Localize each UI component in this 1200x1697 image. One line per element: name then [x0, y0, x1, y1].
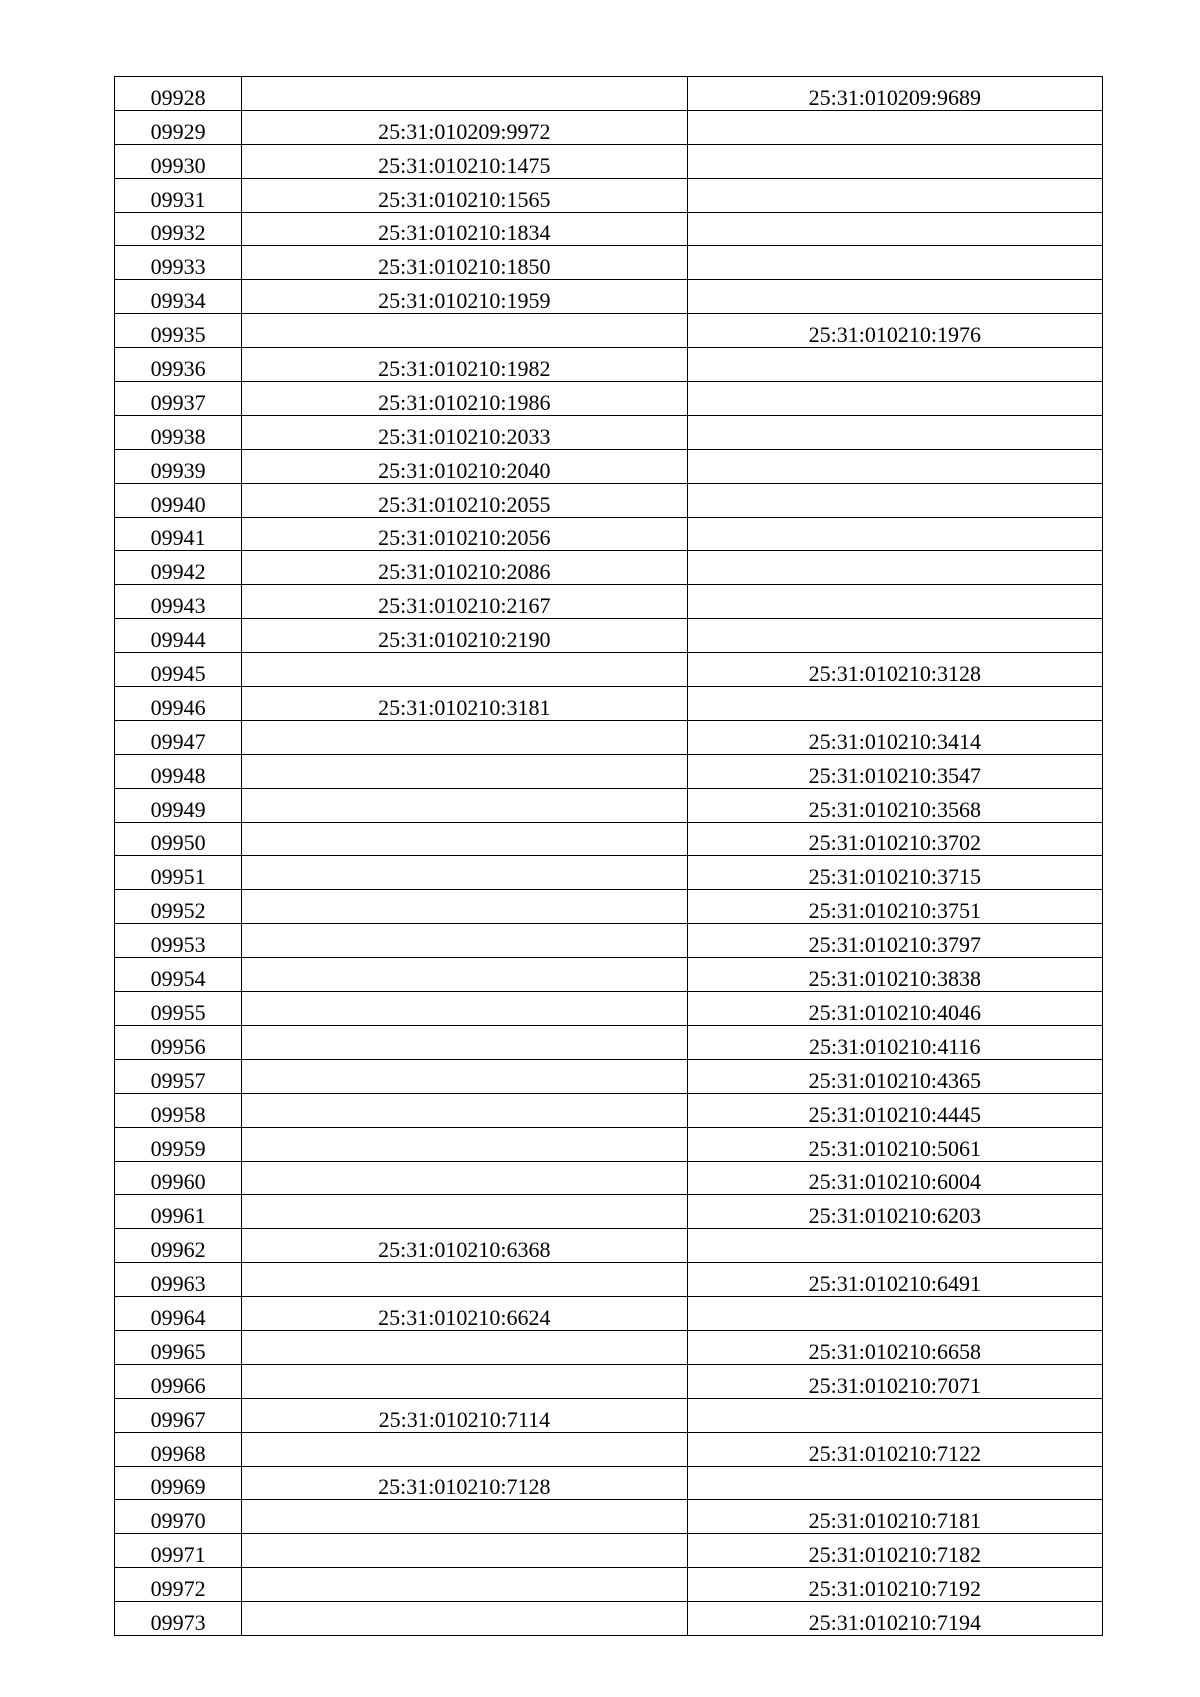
- row-number-cell: [115, 856, 242, 890]
- cadastral-number-cell-b: [687, 1127, 1102, 1161]
- table-row: [115, 890, 1103, 924]
- cadastral-number-cell-b: [687, 822, 1102, 856]
- table-row: [115, 1466, 1103, 1500]
- cadastral-number-cell-b-text: 25:31:010210:3715: [808, 864, 981, 890]
- row-number-cell: [115, 246, 242, 280]
- row-number-cell-text: 09943: [150, 593, 206, 619]
- row-number-cell: [115, 415, 242, 449]
- cadastral-number-cell-a: [242, 1466, 687, 1500]
- cadastral-number-cell-b: [687, 1568, 1102, 1602]
- table-row: [115, 1330, 1103, 1364]
- table-row: [115, 77, 1103, 111]
- cadastral-number-cell-a: [242, 1432, 687, 1466]
- row-number-cell: [115, 551, 242, 585]
- cadastral-number-cell-b: [687, 1500, 1102, 1534]
- cadastral-number-cell-a: [242, 788, 687, 822]
- cadastral-number-cell-b: [687, 1466, 1102, 1500]
- row-number-cell-text: 09941: [150, 525, 206, 551]
- row-number-cell-text: 09939: [150, 457, 206, 483]
- table-row: [115, 178, 1103, 212]
- cadastral-number-cell-a-text: 25:31:010210:2167: [378, 593, 551, 619]
- row-number-cell: [115, 1466, 242, 1500]
- table-row: [115, 348, 1103, 382]
- cadastral-number-cell-b: [687, 619, 1102, 653]
- cadastral-number-cell-a: [242, 992, 687, 1026]
- row-number-cell-text: 09972: [150, 1576, 206, 1602]
- cadastral-number-cell-b-text: 25:31:010210:3751: [808, 898, 981, 924]
- row-number-cell-text: 09945: [150, 661, 206, 687]
- cadastral-number-cell-a-text: 25:31:010210:1475: [378, 152, 551, 178]
- table-row: [115, 720, 1103, 754]
- cadastral-number-cell-a: [242, 653, 687, 687]
- cadastral-number-cell-b: [687, 1161, 1102, 1195]
- row-number-cell-text: 09971: [150, 1542, 206, 1568]
- cadastral-number-cell-a: [242, 551, 687, 585]
- cadastral-number-cell-a: [242, 1195, 687, 1229]
- cadastral-number-cell-a: [242, 1093, 687, 1127]
- cadastral-number-cell-b: [687, 212, 1102, 246]
- table-row: [115, 110, 1103, 144]
- row-number-cell: [115, 1432, 242, 1466]
- table-row: [115, 653, 1103, 687]
- cadastral-number-cell-a: [242, 1127, 687, 1161]
- cadastral-number-cell-a-text: 25:31:010210:1986: [378, 389, 551, 415]
- row-number-cell-text: 09961: [150, 1203, 206, 1229]
- table-row: [115, 992, 1103, 1026]
- cadastral-number-cell-a: [242, 1297, 687, 1331]
- cadastral-number-cell-a: [242, 517, 687, 551]
- table-row: [115, 1229, 1103, 1263]
- cadastral-number-cell-a-text: 25:31:010210:1850: [378, 254, 551, 280]
- row-number-cell-text: 09955: [150, 999, 206, 1025]
- row-number-cell-text: 09934: [150, 288, 206, 314]
- cadastral-number-cell-a: [242, 924, 687, 958]
- cadastral-number-cell-b: [687, 77, 1102, 111]
- row-number-cell: [115, 788, 242, 822]
- cadastral-number-cell-b: [687, 1229, 1102, 1263]
- row-number-cell: [115, 1297, 242, 1331]
- cadastral-number-cell-b-text: 25:31:010210:7122: [808, 1440, 981, 1466]
- cadastral-number-cell-b: [687, 1195, 1102, 1229]
- cadastral-number-cell-b-text: 25:31:010210:1976: [808, 322, 981, 348]
- row-number-cell-text: 09963: [150, 1271, 206, 1297]
- cadastral-number-cell-a: [242, 585, 687, 619]
- row-number-cell: [115, 77, 242, 111]
- row-number-cell: [115, 1093, 242, 1127]
- cadastral-number-cell-b-text: 25:31:010209:9689: [808, 84, 981, 110]
- cadastral-number-cell-b: [687, 382, 1102, 416]
- cadastral-number-cell-a: [242, 1534, 687, 1568]
- table-row: [115, 754, 1103, 788]
- row-number-cell-text: 09938: [150, 423, 206, 449]
- cadastral-number-cell-b-text: 25:31:010210:3547: [808, 762, 981, 788]
- row-number-cell-text: 09962: [150, 1237, 206, 1263]
- cadastral-number-cell-a-text: 25:31:010210:7114: [378, 1406, 551, 1432]
- cadastral-number-cell-b: [687, 1602, 1102, 1636]
- row-number-cell: [115, 110, 242, 144]
- cadastral-number-table: [114, 76, 1103, 1636]
- row-number-cell-text: 09942: [150, 559, 206, 585]
- cadastral-number-cell-b: [687, 1534, 1102, 1568]
- table-row: [115, 1602, 1103, 1636]
- row-number-cell: [115, 212, 242, 246]
- row-number-cell: [115, 1127, 242, 1161]
- row-number-cell-text: 09930: [150, 152, 206, 178]
- table-body: [115, 77, 1103, 1636]
- cadastral-number-cell-b-text: 25:31:010210:6658: [808, 1338, 981, 1364]
- cadastral-number-cell-a: [242, 144, 687, 178]
- cadastral-number-cell-a: [242, 619, 687, 653]
- row-number-cell-text: 09968: [150, 1440, 206, 1466]
- row-number-cell-text: 09936: [150, 356, 206, 382]
- table-row: [115, 280, 1103, 314]
- table-row: [115, 788, 1103, 822]
- cadastral-number-cell-a-text: 25:31:010210:1959: [378, 288, 551, 314]
- table-row: [115, 958, 1103, 992]
- row-number-cell-text: 09947: [150, 728, 206, 754]
- cadastral-number-cell-b-text: 25:31:010210:3838: [808, 966, 981, 992]
- cadastral-number-cell-a: [242, 958, 687, 992]
- row-number-cell: [115, 1602, 242, 1636]
- row-number-cell-text: 09940: [150, 491, 206, 517]
- cadastral-number-cell-b-text: 25:31:010210:7181: [808, 1508, 981, 1534]
- cadastral-number-cell-b: [687, 1398, 1102, 1432]
- cadastral-number-cell-b-text: 25:31:010210:6491: [808, 1271, 981, 1297]
- cadastral-number-cell-b: [687, 890, 1102, 924]
- cadastral-number-cell-a: [242, 382, 687, 416]
- table-row: [115, 1432, 1103, 1466]
- row-number-cell-text: 09953: [150, 932, 206, 958]
- cadastral-number-cell-a: [242, 280, 687, 314]
- row-number-cell-text: 09967: [150, 1406, 206, 1432]
- row-number-cell-text: 09952: [150, 898, 206, 924]
- cadastral-number-cell-a: [242, 110, 687, 144]
- cadastral-number-cell-a: [242, 1263, 687, 1297]
- cadastral-number-cell-b-text: 25:31:010210:7194: [808, 1609, 981, 1635]
- row-number-cell-text: 09964: [150, 1304, 206, 1330]
- row-number-cell: [115, 653, 242, 687]
- cadastral-number-cell-a-text: 25:31:010210:6624: [378, 1304, 551, 1330]
- cadastral-number-cell-b-text: 25:31:010210:7071: [808, 1372, 981, 1398]
- cadastral-number-cell-a-text: 25:31:010210:6368: [378, 1237, 551, 1263]
- table-row: [115, 246, 1103, 280]
- row-number-cell-text: 09951: [150, 864, 206, 890]
- row-number-cell: [115, 483, 242, 517]
- cadastral-number-cell-a-text: 25:31:010210:1982: [378, 356, 551, 382]
- cadastral-number-cell-b: [687, 348, 1102, 382]
- cadastral-number-cell-a: [242, 890, 687, 924]
- row-number-cell: [115, 1534, 242, 1568]
- row-number-cell-text: 09965: [150, 1338, 206, 1364]
- row-number-cell-text: 09935: [150, 322, 206, 348]
- cadastral-number-cell-b-text: 25:31:010210:3702: [808, 830, 981, 856]
- table-row: [115, 1398, 1103, 1432]
- cadastral-number-cell-a: [242, 822, 687, 856]
- table-row: [115, 856, 1103, 890]
- cadastral-number-cell-a: [242, 483, 687, 517]
- row-number-cell-text: 09954: [150, 966, 206, 992]
- row-number-cell: [115, 1398, 242, 1432]
- cadastral-number-cell-a: [242, 348, 687, 382]
- table-row: [115, 551, 1103, 585]
- cadastral-number-cell-b-text: 25:31:010210:7192: [808, 1576, 981, 1602]
- cadastral-number-cell-b: [687, 958, 1102, 992]
- cadastral-number-cell-a-text: 25:31:010210:1834: [378, 220, 551, 246]
- cadastral-number-cell-a-text: 25:31:010210:2040: [378, 457, 551, 483]
- row-number-cell: [115, 348, 242, 382]
- table-row: [115, 314, 1103, 348]
- table-row: [115, 1127, 1103, 1161]
- row-number-cell: [115, 1263, 242, 1297]
- cadastral-number-cell-b: [687, 1025, 1102, 1059]
- cadastral-number-cell-b: [687, 415, 1102, 449]
- cadastral-number-cell-a: [242, 720, 687, 754]
- cadastral-number-cell-b-text: 25:31:010210:4046: [808, 999, 981, 1025]
- table-row: [115, 1161, 1103, 1195]
- cadastral-number-cell-a: [242, 314, 687, 348]
- table-row: [115, 1059, 1103, 1093]
- cadastral-number-cell-a: [242, 1059, 687, 1093]
- table-row: [115, 1093, 1103, 1127]
- row-number-cell-text: 09970: [150, 1508, 206, 1534]
- cadastral-number-cell-a: [242, 212, 687, 246]
- table-row: [115, 1263, 1103, 1297]
- row-number-cell-text: 09944: [150, 627, 206, 653]
- table-row: [115, 212, 1103, 246]
- row-number-cell-text: 09958: [150, 1101, 206, 1127]
- row-number-cell: [115, 890, 242, 924]
- cadastral-number-cell-a: [242, 1161, 687, 1195]
- row-number-cell-text: 09933: [150, 254, 206, 280]
- row-number-cell: [115, 924, 242, 958]
- cadastral-number-cell-a-text: 25:31:010210:2190: [378, 627, 551, 653]
- cadastral-number-cell-b: [687, 653, 1102, 687]
- cadastral-number-cell-b: [687, 449, 1102, 483]
- table-row: [115, 483, 1103, 517]
- cadastral-number-cell-a: [242, 1364, 687, 1398]
- cadastral-number-cell-a: [242, 77, 687, 111]
- table-row: [115, 1568, 1103, 1602]
- row-number-cell: [115, 1161, 242, 1195]
- cadastral-number-cell-a: [242, 1568, 687, 1602]
- table-row: [115, 1297, 1103, 1331]
- row-number-cell-text: 09946: [150, 694, 206, 720]
- cadastral-number-cell-a-text: 25:31:010210:2055: [378, 491, 551, 517]
- cadastral-number-cell-b-text: 25:31:010210:3414: [808, 728, 981, 754]
- table-row: [115, 144, 1103, 178]
- cadastral-number-cell-b-text: 25:31:010210:7182: [808, 1542, 981, 1568]
- cadastral-number-cell-b-text: 25:31:010210:4116: [809, 1033, 981, 1059]
- row-number-cell-text: 09957: [150, 1067, 206, 1093]
- row-number-cell: [115, 144, 242, 178]
- row-number-cell: [115, 619, 242, 653]
- cadastral-number-cell-b: [687, 517, 1102, 551]
- row-number-cell-text: 09948: [150, 762, 206, 788]
- cadastral-number-cell-b-text: 25:31:010210:3568: [808, 796, 981, 822]
- cadastral-number-cell-a: [242, 856, 687, 890]
- cadastral-number-cell-b: [687, 924, 1102, 958]
- row-number-cell: [115, 720, 242, 754]
- row-number-cell: [115, 822, 242, 856]
- row-number-cell: [115, 687, 242, 721]
- row-number-cell: [115, 382, 242, 416]
- row-number-cell: [115, 1330, 242, 1364]
- cadastral-number-cell-b-text: 25:31:010210:3797: [808, 932, 981, 958]
- row-number-cell-text: 09960: [150, 1169, 206, 1195]
- row-number-cell-text: 09932: [150, 220, 206, 246]
- cadastral-number-cell-b-text: 25:31:010210:6004: [808, 1169, 981, 1195]
- cadastral-number-cell-b: [687, 754, 1102, 788]
- cadastral-number-cell-b: [687, 314, 1102, 348]
- cadastral-number-cell-b: [687, 1432, 1102, 1466]
- cadastral-number-cell-b: [687, 1364, 1102, 1398]
- row-number-cell: [115, 280, 242, 314]
- cadastral-number-cell-a: [242, 754, 687, 788]
- table-row: [115, 449, 1103, 483]
- cadastral-number-cell-a: [242, 1025, 687, 1059]
- cadastral-number-cell-a: [242, 1229, 687, 1263]
- table-row: [115, 382, 1103, 416]
- table-row: [115, 517, 1103, 551]
- cadastral-number-cell-a-text: 25:31:010210:7128: [378, 1474, 551, 1500]
- row-number-cell: [115, 1364, 242, 1398]
- row-number-cell: [115, 1568, 242, 1602]
- cadastral-number-cell-b: [687, 788, 1102, 822]
- row-number-cell: [115, 958, 242, 992]
- cadastral-number-cell-b-text: 25:31:010210:6203: [808, 1203, 981, 1229]
- cadastral-number-cell-a: [242, 415, 687, 449]
- table-row: [115, 585, 1103, 619]
- cadastral-number-cell-a-text: 25:31:010209:9972: [378, 118, 551, 144]
- row-number-cell-text: 09973: [150, 1609, 206, 1635]
- table-row: [115, 1025, 1103, 1059]
- cadastral-number-cell-b: [687, 1059, 1102, 1093]
- cadastral-number-cell-a: [242, 1602, 687, 1636]
- cadastral-number-cell-b: [687, 585, 1102, 619]
- cadastral-number-cell-a: [242, 687, 687, 721]
- cadastral-number-cell-b-text: 25:31:010210:4445: [808, 1101, 981, 1127]
- row-number-cell-text: 09969: [150, 1474, 206, 1500]
- row-number-cell: [115, 754, 242, 788]
- cadastral-number-cell-b-text: 25:31:010210:5061: [808, 1135, 981, 1161]
- cadastral-number-cell-b: [687, 1093, 1102, 1127]
- table-row: [115, 1195, 1103, 1229]
- table-row: [115, 687, 1103, 721]
- row-number-cell: [115, 517, 242, 551]
- cadastral-number-cell-a-text: 25:31:010210:3181: [378, 694, 551, 720]
- table-row: [115, 1500, 1103, 1534]
- cadastral-number-cell-a-text: 25:31:010210:2086: [378, 559, 551, 585]
- row-number-cell: [115, 314, 242, 348]
- row-number-cell-text: 09950: [150, 830, 206, 856]
- row-number-cell: [115, 992, 242, 1026]
- row-number-cell: [115, 1500, 242, 1534]
- cadastral-number-cell-b: [687, 687, 1102, 721]
- row-number-cell: [115, 585, 242, 619]
- cadastral-number-cell-b: [687, 178, 1102, 212]
- cadastral-number-cell-b-text: 25:31:010210:4365: [808, 1067, 981, 1093]
- cadastral-number-cell-a: [242, 178, 687, 212]
- cadastral-number-cell-b: [687, 144, 1102, 178]
- table-row: [115, 619, 1103, 653]
- row-number-cell-text: 09931: [150, 186, 206, 212]
- row-number-cell-text: 09966: [150, 1372, 206, 1398]
- row-number-cell-text: 09959: [150, 1135, 206, 1161]
- cadastral-number-cell-a: [242, 1500, 687, 1534]
- cadastral-number-cell-a: [242, 1330, 687, 1364]
- row-number-cell: [115, 178, 242, 212]
- cadastral-number-cell-b: [687, 246, 1102, 280]
- cadastral-number-cell-b: [687, 856, 1102, 890]
- row-number-cell: [115, 449, 242, 483]
- table-row: [115, 415, 1103, 449]
- table-row: [115, 1364, 1103, 1398]
- row-number-cell: [115, 1059, 242, 1093]
- cadastral-number-cell-b: [687, 720, 1102, 754]
- cadastral-number-cell-a: [242, 1398, 687, 1432]
- cadastral-number-cell-b-text: 25:31:010210:3128: [808, 661, 981, 687]
- row-number-cell-text: 09949: [150, 796, 206, 822]
- cadastral-number-cell-b: [687, 483, 1102, 517]
- cadastral-number-cell-a-text: 25:31:010210:2056: [378, 525, 551, 551]
- cadastral-number-cell-b: [687, 1263, 1102, 1297]
- row-number-cell-text: 09929: [150, 118, 206, 144]
- table-row: [115, 822, 1103, 856]
- cadastral-number-cell-a: [242, 449, 687, 483]
- cadastral-number-cell-a-text: 25:31:010210:1565: [378, 186, 551, 212]
- cadastral-number-cell-b: [687, 551, 1102, 585]
- cadastral-number-cell-a-text: 25:31:010210:2033: [378, 423, 551, 449]
- cadastral-number-cell-b: [687, 280, 1102, 314]
- row-number-cell-text: 09937: [150, 389, 206, 415]
- row-number-cell: [115, 1195, 242, 1229]
- row-number-cell-text: 09928: [150, 84, 206, 110]
- cadastral-number-cell-b: [687, 1330, 1102, 1364]
- table-row: [115, 1534, 1103, 1568]
- row-number-cell: [115, 1229, 242, 1263]
- cadastral-number-cell-b: [687, 1297, 1102, 1331]
- cadastral-number-cell-b: [687, 110, 1102, 144]
- row-number-cell: [115, 1025, 242, 1059]
- table-row: [115, 924, 1103, 958]
- cadastral-number-cell-a: [242, 246, 687, 280]
- row-number-cell-text: 09956: [150, 1033, 206, 1059]
- cadastral-number-cell-b: [687, 992, 1102, 1026]
